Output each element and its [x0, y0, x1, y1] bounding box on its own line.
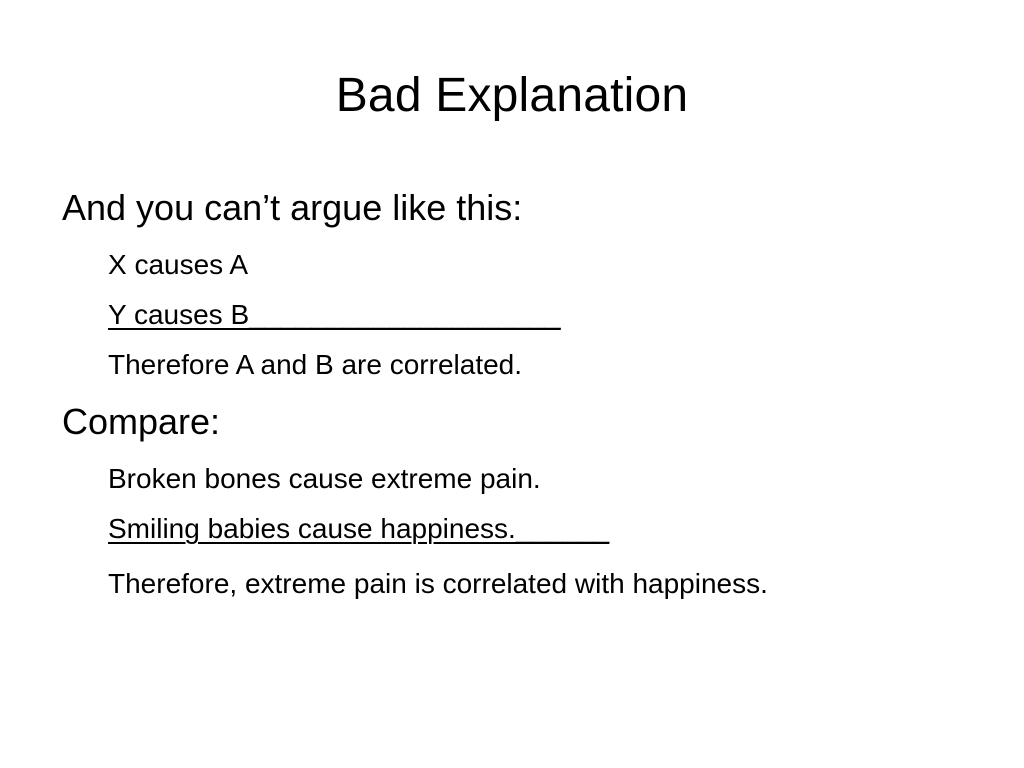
section2-line-2-text: Smiling babies cause happiness.______: [108, 513, 610, 544]
slide-title: Bad Explanation: [335, 69, 689, 122]
section2-line-3: Therefore, extreme pain is correlated with happiness.: [108, 568, 768, 599]
section2-heading: Compare:: [62, 401, 221, 442]
section2-line-2: [62, 512, 962, 546]
section2-line-1: Broken bones cause extreme pain.: [108, 463, 541, 494]
section1-line-2: [62, 298, 962, 332]
section1-line-2-text: Y causes B____________________: [108, 299, 561, 330]
section1-line-3: Therefore A and B are correlated.: [108, 349, 523, 380]
section1-heading: And you can’t argue like this:: [62, 187, 523, 228]
section1-line-1: X causes A: [108, 249, 249, 280]
slide-body: [62, 186, 962, 606]
